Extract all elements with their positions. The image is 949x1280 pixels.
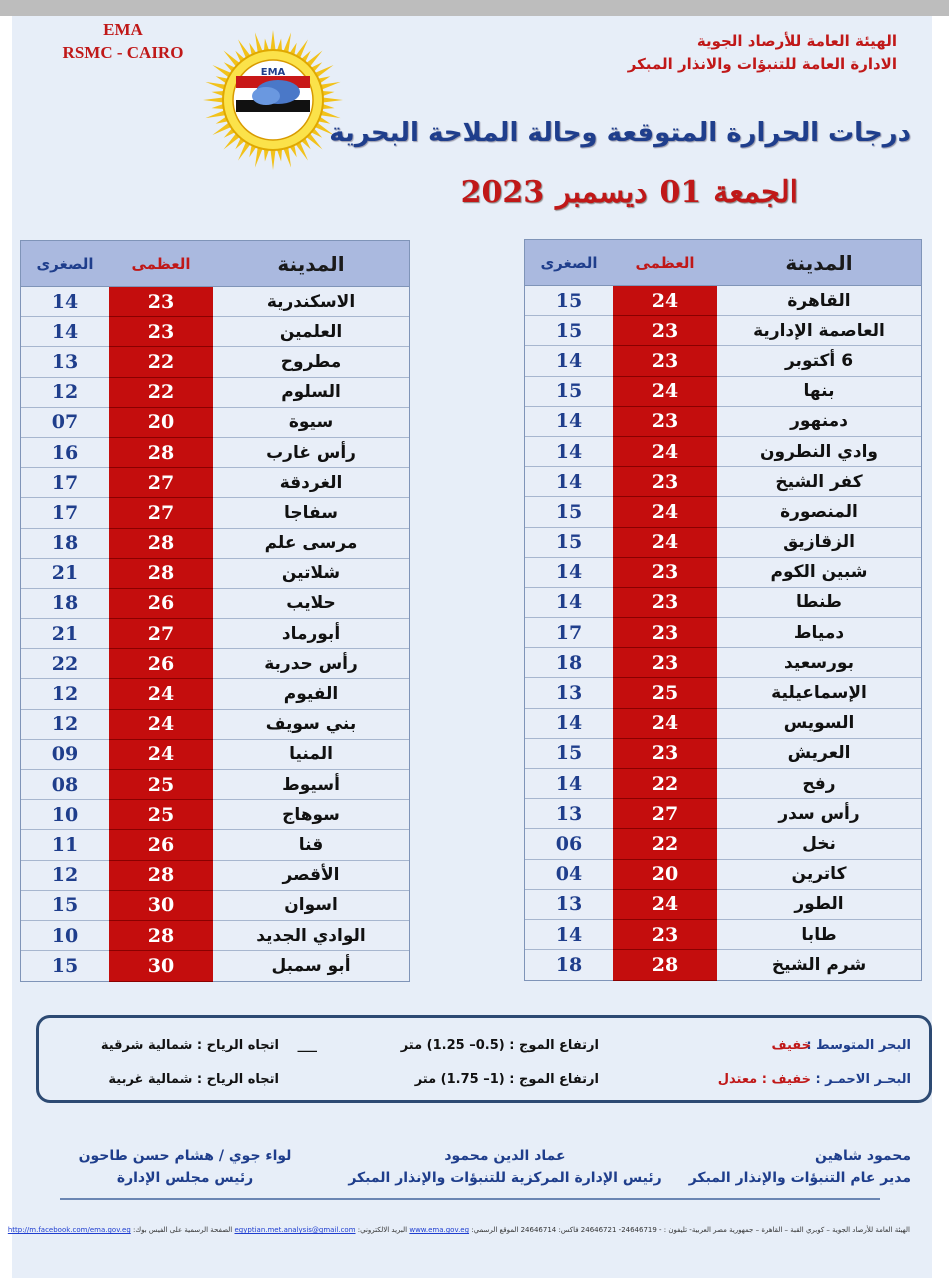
max-temp-cell: 24 bbox=[109, 679, 213, 709]
min-temp-cell: 15 bbox=[525, 497, 613, 526]
max-temp-cell: 27 bbox=[109, 619, 213, 649]
facebook-label: الصفحة الرسمية على الفيس بوك: bbox=[133, 1226, 233, 1234]
max-temp-cell: 28 bbox=[109, 529, 213, 559]
city-cell: رأس سدر bbox=[717, 799, 921, 828]
sea-state: خفيف bbox=[771, 1038, 811, 1053]
max-temp-cell: 24 bbox=[613, 890, 717, 920]
table-header bbox=[21, 241, 409, 287]
sun-ray bbox=[277, 39, 282, 51]
min-temp-cell: 17 bbox=[525, 618, 613, 647]
table-row bbox=[525, 890, 921, 920]
max-temp-cell: 23 bbox=[613, 346, 717, 376]
city-cell: شبين الكوم bbox=[717, 558, 921, 587]
table-row bbox=[21, 529, 409, 559]
table-row bbox=[21, 921, 409, 951]
ema-logo-icon bbox=[198, 28, 348, 172]
table-row bbox=[525, 437, 921, 467]
sun-ray bbox=[264, 149, 269, 161]
table-row bbox=[21, 498, 409, 528]
city-cell: سفاجا bbox=[213, 498, 409, 527]
city-cell: سيوة bbox=[213, 408, 409, 437]
table-row bbox=[21, 861, 409, 891]
sun-ray bbox=[203, 98, 223, 103]
max-temp-cell: 27 bbox=[613, 799, 717, 829]
page-title: درجات الحرارة المتوقعة وحالة الملاحة البحرية bbox=[329, 118, 911, 148]
table-row bbox=[21, 619, 409, 649]
max-temp-cell: 20 bbox=[109, 408, 213, 438]
sea-row-red-sea bbox=[39, 1072, 929, 1094]
header-min: الصغرى bbox=[540, 253, 598, 272]
city-cell: بني سويف bbox=[213, 710, 409, 739]
organization-name bbox=[628, 30, 897, 76]
table-row bbox=[525, 739, 921, 769]
table-header bbox=[525, 240, 921, 286]
min-temp-cell: 18 bbox=[525, 950, 613, 980]
header-city: المدينة bbox=[785, 250, 853, 275]
table-body bbox=[525, 286, 921, 980]
max-temp-cell: 22 bbox=[109, 378, 213, 408]
max-temp-cell: 23 bbox=[109, 317, 213, 347]
wind-direction: اتجاه الرياح : شمالية غربية bbox=[108, 1072, 279, 1087]
city-cell: الفيوم bbox=[213, 679, 409, 708]
city-cell: الاسكندرية bbox=[213, 287, 409, 316]
table-row bbox=[21, 378, 409, 408]
signature-central-admin bbox=[345, 1145, 665, 1189]
table-row bbox=[525, 316, 921, 346]
min-temp-cell: 08 bbox=[21, 770, 109, 799]
city-cell: طابا bbox=[717, 920, 921, 949]
table-row bbox=[21, 347, 409, 377]
max-temp-cell: 26 bbox=[109, 649, 213, 679]
wave-height: ارتفاع الموج : (1– 1.75) متر bbox=[414, 1072, 599, 1087]
min-temp-cell: 15 bbox=[525, 528, 613, 557]
city-cell: رأس حدربة bbox=[213, 649, 409, 678]
ema-line: EMA bbox=[103, 20, 143, 39]
sea-row-mediterranean bbox=[39, 1038, 929, 1060]
city-cell: كاترين bbox=[717, 860, 921, 889]
bulletin-date bbox=[455, 175, 804, 210]
max-temp-cell: 23 bbox=[613, 558, 717, 588]
sun-ray bbox=[205, 82, 225, 90]
table-row bbox=[525, 588, 921, 618]
footer-contact bbox=[7, 1226, 910, 1234]
min-temp-cell: 07 bbox=[21, 408, 109, 437]
table-body bbox=[21, 287, 409, 981]
signature-name: محمود شاهين bbox=[814, 1148, 911, 1164]
max-temp-cell: 23 bbox=[613, 618, 717, 648]
min-temp-cell: 18 bbox=[21, 589, 109, 618]
org-line-1: الهيئة العامة للأرصاد الجوية bbox=[696, 32, 897, 50]
min-temp-cell: 11 bbox=[21, 830, 109, 859]
table-row bbox=[525, 467, 921, 497]
city-cell: كفر الشيخ bbox=[717, 467, 921, 496]
min-temp-cell: 14 bbox=[21, 287, 109, 316]
max-temp-cell: 20 bbox=[613, 860, 717, 890]
max-temp-cell: 28 bbox=[109, 559, 213, 589]
min-temp-cell: 13 bbox=[525, 799, 613, 828]
sun-ray bbox=[323, 98, 343, 103]
rsmc-line: RSMC - CAIRO bbox=[62, 43, 184, 62]
max-temp-cell: 28 bbox=[109, 861, 213, 891]
table-row bbox=[525, 528, 921, 558]
table-row bbox=[525, 618, 921, 648]
min-temp-cell: 14 bbox=[525, 467, 613, 496]
city-cell: بورسعيد bbox=[717, 648, 921, 677]
footer-address: الهيئة العامة للأرصاد الجوية – كوبري القبة – القاهرة – جمهورية مصر العربية- تليفون : - 24646719- 24646721 فاكس: 24646714 الموقع الرسمي: bbox=[471, 1226, 910, 1234]
table-row bbox=[21, 408, 409, 438]
table-row bbox=[525, 709, 921, 739]
min-temp-cell: 21 bbox=[21, 559, 109, 588]
min-temp-cell: 14 bbox=[525, 769, 613, 798]
city-cell: القاهرة bbox=[717, 286, 921, 315]
city-cell: دمنهور bbox=[717, 407, 921, 436]
city-cell: الزقازيق bbox=[717, 528, 921, 557]
city-cell: نخل bbox=[717, 829, 921, 858]
table-row bbox=[21, 317, 409, 347]
city-cell: وادي النطرون bbox=[717, 437, 921, 466]
temperature-table-left bbox=[20, 240, 410, 982]
table-row bbox=[21, 649, 409, 679]
header-min: الصغرى bbox=[36, 254, 94, 273]
min-temp-cell: 16 bbox=[21, 438, 109, 467]
max-temp-cell: 22 bbox=[613, 829, 717, 859]
sea-state: خفيف : معتدل bbox=[717, 1072, 811, 1087]
max-temp-cell: 23 bbox=[613, 467, 717, 497]
max-temp-cell: 23 bbox=[613, 407, 717, 437]
max-temp-cell: 27 bbox=[109, 498, 213, 528]
max-temp-cell: 24 bbox=[109, 710, 213, 740]
min-temp-cell: 15 bbox=[525, 286, 613, 315]
max-temp-cell: 25 bbox=[613, 678, 717, 708]
table-row bbox=[525, 678, 921, 708]
min-temp-cell: 09 bbox=[21, 740, 109, 769]
date-weekday: الجمعة bbox=[713, 175, 798, 210]
city-cell: الوادي الجديد bbox=[213, 921, 409, 950]
sun-ray bbox=[212, 104, 224, 109]
min-temp-cell: 14 bbox=[525, 920, 613, 949]
max-temp-cell: 24 bbox=[613, 286, 717, 316]
date-year: 2023 bbox=[460, 175, 545, 210]
city-cell: السلوم bbox=[213, 378, 409, 407]
sun-ray bbox=[322, 104, 334, 109]
table-row bbox=[525, 286, 921, 316]
max-temp-cell: 26 bbox=[109, 589, 213, 619]
date-day: 01 bbox=[659, 175, 702, 210]
city-cell: الغردقة bbox=[213, 468, 409, 497]
min-temp-cell: 22 bbox=[21, 649, 109, 678]
sun-ray bbox=[284, 32, 292, 52]
min-temp-cell: 17 bbox=[21, 468, 109, 497]
sun-ray bbox=[277, 149, 282, 161]
separator-dash: ___ bbox=[297, 1038, 317, 1053]
min-temp-cell: 18 bbox=[21, 529, 109, 558]
min-temp-cell: 21 bbox=[21, 619, 109, 648]
table-row bbox=[21, 770, 409, 800]
sun-ray bbox=[255, 32, 263, 52]
facebook-link[interactable]: http://m.facebook.com/ema.gov.eg bbox=[7, 1226, 131, 1234]
date-month: ديسمبر bbox=[556, 175, 648, 210]
top-bar bbox=[0, 0, 949, 16]
sun-ray bbox=[264, 39, 269, 51]
max-temp-cell: 22 bbox=[613, 769, 717, 799]
max-temp-cell: 24 bbox=[109, 740, 213, 770]
min-temp-cell: 14 bbox=[525, 558, 613, 587]
city-cell: الإسماعيلية bbox=[717, 678, 921, 707]
city-cell: رفح bbox=[717, 769, 921, 798]
min-temp-cell: 13 bbox=[525, 678, 613, 707]
website-link[interactable]: www.ema.gov.eg bbox=[409, 1226, 470, 1234]
table-row bbox=[525, 346, 921, 376]
footer-divider bbox=[60, 1198, 880, 1200]
sun-ray bbox=[255, 148, 263, 168]
table-row bbox=[525, 920, 921, 950]
max-temp-cell: 28 bbox=[109, 921, 213, 951]
city-cell: الأقصر bbox=[213, 861, 409, 890]
max-temp-cell: 23 bbox=[613, 648, 717, 678]
sun-ray bbox=[271, 30, 276, 50]
table-row bbox=[525, 558, 921, 588]
city-cell: مطروح bbox=[213, 347, 409, 376]
city-cell: قنا bbox=[213, 830, 409, 859]
city-cell: سوهاج bbox=[213, 800, 409, 829]
sun-ray bbox=[271, 150, 276, 170]
min-temp-cell: 15 bbox=[525, 316, 613, 345]
table-row bbox=[525, 407, 921, 437]
city-cell: أبو سمبل bbox=[213, 951, 409, 981]
min-temp-cell: 14 bbox=[525, 407, 613, 436]
table-row bbox=[525, 860, 921, 890]
min-temp-cell: 13 bbox=[525, 890, 613, 919]
wave-height: ارتفاع الموج : (0.5– 1.25) متر bbox=[400, 1038, 599, 1053]
table-row bbox=[525, 648, 921, 678]
min-temp-cell: 12 bbox=[21, 378, 109, 407]
city-cell: حلايب bbox=[213, 589, 409, 618]
min-temp-cell: 15 bbox=[21, 951, 109, 981]
sea-state-box bbox=[36, 1015, 932, 1103]
min-temp-cell: 13 bbox=[21, 347, 109, 376]
temperature-table-right bbox=[524, 239, 922, 981]
sun-ray bbox=[321, 111, 341, 119]
max-temp-cell: 23 bbox=[613, 588, 717, 618]
org-line-2: الادارة العامة للتنبؤات والانذار المبكر bbox=[627, 55, 897, 73]
city-cell: طنطا bbox=[717, 588, 921, 617]
sun-ray bbox=[212, 91, 224, 96]
signature-name: عماد الدين محمود bbox=[444, 1148, 566, 1164]
min-temp-cell: 12 bbox=[21, 861, 109, 890]
min-temp-cell: 10 bbox=[21, 921, 109, 950]
min-temp-cell: 12 bbox=[21, 679, 109, 708]
signature-title: رئيس مجلس الإدارة bbox=[116, 1170, 254, 1186]
max-temp-cell: 23 bbox=[613, 920, 717, 950]
min-temp-cell: 04 bbox=[525, 860, 613, 889]
city-cell: 6 أكتوبر bbox=[717, 346, 921, 375]
table-row bbox=[525, 497, 921, 527]
table-row bbox=[525, 769, 921, 799]
table-row bbox=[21, 740, 409, 770]
table-row bbox=[525, 799, 921, 829]
table-row bbox=[525, 829, 921, 859]
table-row bbox=[21, 710, 409, 740]
city-cell: العاصمة الإدارية bbox=[717, 316, 921, 345]
max-temp-cell: 24 bbox=[613, 709, 717, 739]
table-row bbox=[21, 830, 409, 860]
logo-text: EMA bbox=[260, 67, 286, 78]
max-temp-cell: 27 bbox=[109, 468, 213, 498]
header-max: العظمى bbox=[131, 254, 191, 273]
max-temp-cell: 25 bbox=[109, 800, 213, 830]
signature-forecast-director bbox=[681, 1145, 911, 1189]
signature-title: مدير عام التنبؤات والإنذار المبكر bbox=[688, 1170, 911, 1186]
max-temp-cell: 23 bbox=[109, 287, 213, 317]
table-row bbox=[525, 377, 921, 407]
max-temp-cell: 22 bbox=[109, 347, 213, 377]
signature-name: لواء جوي / هشام حسن طاحون bbox=[78, 1148, 292, 1164]
table-row bbox=[525, 950, 921, 980]
city-cell: العلمين bbox=[213, 317, 409, 346]
min-temp-cell: 18 bbox=[525, 648, 613, 677]
ema-rsmc-label bbox=[48, 18, 198, 64]
signature-title: رئيس الإدارة المركزية للتنبؤات والإنذار المبكر bbox=[348, 1170, 662, 1186]
min-temp-cell: 17 bbox=[21, 498, 109, 527]
sea-label: البحـر الاحمـر : bbox=[815, 1072, 911, 1087]
min-temp-cell: 14 bbox=[525, 437, 613, 466]
max-temp-cell: 30 bbox=[109, 951, 213, 982]
city-cell: المنصورة bbox=[717, 497, 921, 526]
min-temp-cell: 10 bbox=[21, 800, 109, 829]
min-temp-cell: 14 bbox=[21, 317, 109, 346]
max-temp-cell: 24 bbox=[613, 528, 717, 558]
min-temp-cell: 15 bbox=[525, 377, 613, 406]
table-row bbox=[21, 951, 409, 981]
wind-direction: اتجاه الرياح : شمالية شرقية bbox=[100, 1038, 279, 1053]
max-temp-cell: 24 bbox=[613, 497, 717, 527]
header-city: المدينة bbox=[277, 251, 345, 276]
max-temp-cell: 25 bbox=[109, 770, 213, 800]
table-row bbox=[21, 800, 409, 830]
city-cell: المنيا bbox=[213, 740, 409, 769]
city-cell: رأس غارب bbox=[213, 438, 409, 467]
max-temp-cell: 24 bbox=[613, 437, 717, 467]
table-row bbox=[21, 891, 409, 921]
max-temp-cell: 30 bbox=[109, 891, 213, 921]
min-temp-cell: 15 bbox=[21, 891, 109, 920]
city-cell: دمياط bbox=[717, 618, 921, 647]
city-cell: العريش bbox=[717, 739, 921, 768]
sun-ray bbox=[321, 82, 341, 90]
table-row bbox=[21, 679, 409, 709]
min-temp-cell: 14 bbox=[525, 346, 613, 375]
city-cell: بنها bbox=[717, 377, 921, 406]
max-temp-cell: 23 bbox=[613, 316, 717, 346]
max-temp-cell: 28 bbox=[613, 950, 717, 981]
city-cell: شلاتين bbox=[213, 559, 409, 588]
min-temp-cell: 14 bbox=[525, 709, 613, 738]
signature-board-chairman bbox=[70, 1145, 300, 1189]
city-cell: أبورماد bbox=[213, 619, 409, 648]
min-temp-cell: 12 bbox=[21, 710, 109, 739]
sun-ray bbox=[284, 148, 292, 168]
email-link[interactable]: egyptian.met.analysis@gmail.com bbox=[234, 1226, 356, 1234]
max-temp-cell: 26 bbox=[109, 830, 213, 860]
city-cell: اسوان bbox=[213, 891, 409, 920]
sea-label: البحر المتوسط : bbox=[806, 1038, 911, 1053]
city-cell: السويس bbox=[717, 709, 921, 738]
max-temp-cell: 28 bbox=[109, 438, 213, 468]
min-temp-cell: 06 bbox=[525, 829, 613, 858]
max-temp-cell: 24 bbox=[613, 377, 717, 407]
city-cell: شرم الشيخ bbox=[717, 950, 921, 980]
header-max: العظمى bbox=[635, 253, 695, 272]
city-cell: أسيوط bbox=[213, 770, 409, 799]
sun-ray bbox=[322, 91, 334, 96]
min-temp-cell: 14 bbox=[525, 588, 613, 617]
table-row bbox=[21, 559, 409, 589]
email-label: البريد الالكتروني: bbox=[357, 1226, 408, 1234]
city-cell: الطور bbox=[717, 890, 921, 919]
table-row bbox=[21, 287, 409, 317]
table-row bbox=[21, 589, 409, 619]
city-cell: مرسى علم bbox=[213, 529, 409, 558]
sun-ray bbox=[205, 111, 225, 119]
min-temp-cell: 15 bbox=[525, 739, 613, 768]
table-row bbox=[21, 468, 409, 498]
max-temp-cell: 23 bbox=[613, 739, 717, 769]
table-row bbox=[21, 438, 409, 468]
